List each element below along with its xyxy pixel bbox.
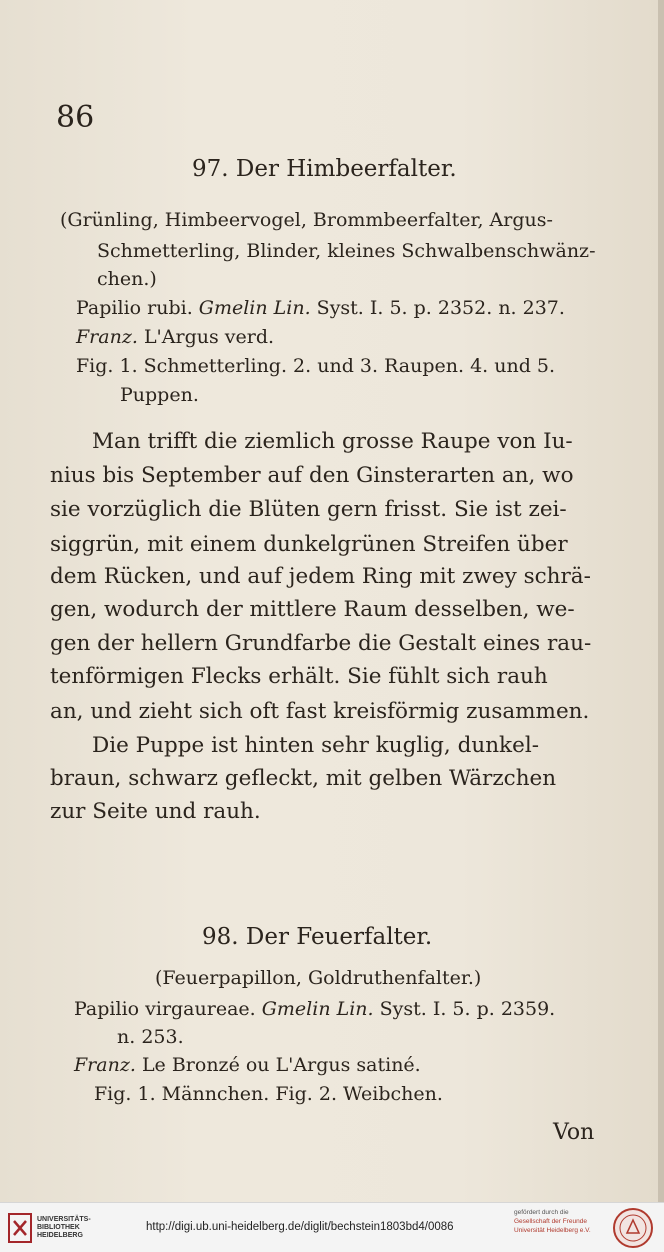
body-line: siggrün, mit einem dunkelgrünen Streifen über — [50, 532, 568, 557]
library-name — [37, 1216, 91, 1240]
ref-author: Gmelin Lin. — [198, 297, 311, 319]
library-name-line: BIBLIOTHEK — [37, 1224, 80, 1231]
ref-author: Gmelin Lin. — [261, 998, 374, 1020]
body-line: an, und zieht sich oft fast kreisförmig zusammen. — [50, 699, 590, 724]
library-name-line: HEIDELBERG — [37, 1232, 83, 1239]
ref-species: Papilio rubi. — [76, 297, 193, 319]
figures-98: Fig. 1. Männchen. Fig. 2. Weibchen. — [94, 1083, 443, 1105]
reference-french — [74, 1054, 421, 1076]
body-line: Die Puppe ist hinten sehr kuglig, dunkel- — [92, 733, 539, 758]
synonyms-98: (Feuerpapillon, Goldruthenfalter.) — [155, 967, 482, 989]
sponsor-text — [514, 1208, 591, 1235]
section-heading-97: 97. Der Himbeerfalter. — [192, 156, 457, 182]
body-line: gen der hellern Grundfarbe die Gestalt eines rau- — [50, 631, 592, 656]
reference-continuation: n. 253. — [117, 1026, 184, 1048]
ref-french-name: Le Bronzé ou L'Argus satiné. — [141, 1054, 421, 1076]
body-line: zur Seite und rauh. — [50, 799, 261, 824]
reference-french — [76, 326, 274, 348]
page-number: 86 — [56, 100, 95, 135]
figures-line-2: Puppen. — [120, 384, 199, 406]
library-name-line: UNIVERSITÄTS- — [37, 1216, 91, 1223]
synonyms-line-1: (Grünling, Himbeervogel, Brommbeerfalter, Argus- — [60, 209, 553, 231]
viewer-footer — [0, 1202, 664, 1252]
body-line: sie vorzüglich die Blüten gern frisst. Sie ist zei- — [50, 497, 567, 522]
sponsor-line-1: Gesellschaft der Freunde — [514, 1218, 587, 1225]
ref-citation: Syst. I. 5. p. 2352. n. 237. — [316, 297, 565, 319]
section-heading-98: 98. Der Feuerfalter. — [202, 924, 433, 950]
body-line: dem Rücken, und auf jedem Ring mit zwey schrä- — [50, 564, 591, 589]
permalink-url[interactable]: http://digi.ub.uni-heidelberg.de/diglit/bechstein1803bd4/0086 — [146, 1221, 454, 1233]
ref-french-name: L'Argus verd. — [143, 326, 275, 348]
ref-french-label: Franz. — [74, 1054, 136, 1076]
figures-line-1: Fig. 1. Schmetterling. 2. und 3. Raupen. 4. und 5. — [76, 355, 556, 377]
sponsor-intro: gefördert durch die — [514, 1209, 569, 1216]
body-line: tenförmigen Flecks erhält. Sie fühlt sich rauh — [50, 664, 548, 689]
body-line: Man trifft die ziemlich grosse Raupe von Iu- — [92, 429, 573, 454]
university-seal-icon — [612, 1207, 654, 1249]
sponsor-line-2: Universität Heidelberg e.V. — [514, 1227, 591, 1234]
body-line: nius bis September auf den Ginsterarten an, wo — [50, 463, 574, 488]
body-line: gen, wodurch der mittlere Raum desselben, we- — [50, 597, 575, 622]
library-logo-icon[interactable] — [8, 1213, 32, 1243]
reference-papilio-rubi — [76, 297, 565, 319]
ref-species: Papilio virgaureae. — [74, 998, 256, 1020]
body-line: braun, schwarz gefleckt, mit gelben Wärzchen — [50, 766, 557, 791]
synonyms-line-3: chen.) — [97, 268, 157, 290]
ref-citation: Syst. I. 5. p. 2359. — [379, 998, 556, 1020]
reference-papilio-virgaureae — [74, 998, 555, 1020]
catchword: Von — [553, 1120, 595, 1145]
synonyms-line-2: Schmetterling, Blinder, kleines Schwalbenschwänz- — [97, 240, 596, 262]
ref-french-label: Franz. — [76, 326, 138, 348]
